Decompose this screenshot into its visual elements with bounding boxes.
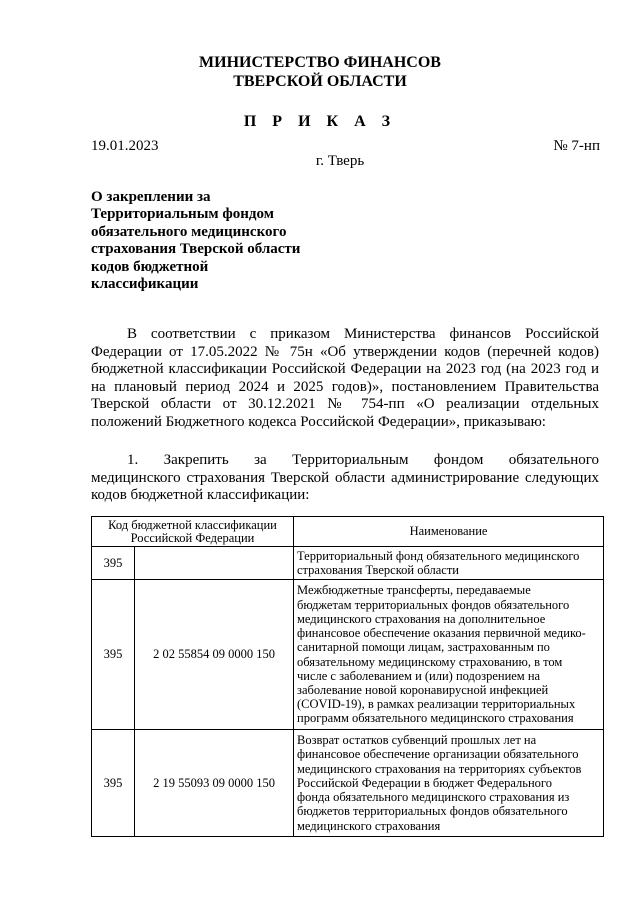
subject-line: классификации [91,276,199,293]
table-row [92,547,604,580]
name-line: фонда обязательного медицинского страхования из [297,790,570,805]
name-line: бюджетов территориальных фондов обязательного [297,804,568,819]
name-line: медицинского страхования на дополнительное [297,611,546,626]
subject-line: обязательного медицинского [91,223,287,240]
name-line: бюджетам территориальных фондов обязательного [297,597,570,612]
name-line: страхования Тверской области [297,563,459,577]
paragraph-line: на плановый период 2024 и 2025 годов)», постановлением Правительства [91,378,599,395]
document-number: № 7-нп [553,138,600,154]
document-city: г. Тверь [315,153,365,169]
paragraph-preamble [91,326,599,432]
kbk-table [91,516,604,837]
name-line: санитарной помощи лицам, застрахованным по [297,640,550,655]
subject-line: О закреплении за [91,189,211,205]
name-line: медицинского страхования на территориях субъектов [297,761,582,776]
document-type: П Р И К А З [243,113,397,130]
name-line: обязательному медицинскому страхованию, в том [297,654,563,669]
paragraph-line: бюджетной классификации Российской Федерации на 2023 год (на 2023 год и [91,361,599,378]
kbk-code-cell [135,547,294,580]
table-row [92,580,604,730]
name-line: финансовое обеспечение оказания первичной медико- [297,626,586,641]
admin-code-cell: 395 [92,580,135,730]
name-line: Возврат остатков субвенций прошлых лет на [297,733,537,748]
paragraph-item-1 [91,452,599,505]
name-line: медицинского страхования [297,818,441,833]
ministry-header [0,53,640,91]
name-line: Российской Федерации в бюджет Федерального [297,775,552,790]
subject-line: страхования Тверской области [91,241,301,258]
header-kbk-line-2: Российской Федерации [130,530,255,545]
name-line: (COVID-19), в рамках реализации территориальных [297,697,576,712]
table-row [92,730,604,837]
name-line: числе с заболеванием и (или) подозрением на [297,668,541,683]
name-line: Межбюджетные трансферты, передаваемые [297,583,531,598]
name-cell [294,730,604,837]
name-cell [294,547,604,580]
name-cell [294,580,604,730]
header-kbk-line-1: Код бюджетной классификации [108,517,277,532]
paragraph-line: Федерации от 17.05.2022 № 75н «Об утверждении кодов (перечней кодов) [91,343,599,360]
paragraph-line: медицинского страхования Тверской области администрирование следующих [91,469,599,486]
header-name-cell: Наименование [294,517,604,547]
subject-line: Территориальным фондом [91,206,274,223]
admin-code-cell: 395 [92,730,135,837]
document-date: 19.01.2023 [91,138,159,154]
paragraph-line: положений Бюджетного кодекса Российской Федерации», приказываю: [91,413,546,430]
paragraph-line: кодов бюджетной классификации: [91,487,310,504]
kbk-code-cell: 2 19 55093 09 0000 150 [135,730,294,837]
paragraph-line: 1. Закрепить за Территориальным фондом обязательного [127,452,599,468]
paragraph-line: В соответствии с приказом Министерства финансов Российской [127,326,599,342]
paragraph-line: Тверской области от 30.12.2021 № 754-пп «О реализации отдельных [91,396,599,413]
name-line: программ обязательного медицинского страхования [297,711,574,726]
table-header-row [92,517,604,547]
subject-block [91,189,331,293]
name-line: Территориальный фонд обязательного медицинского [297,548,580,563]
subject-line: кодов бюджетной [91,258,209,275]
name-line: финансовое обеспечение организации обязательного [297,747,579,762]
ministry-line-2: ТВЕРСКОЙ ОБЛАСТИ [233,73,407,90]
name-line: заболевание новой коронавирусной инфекцией [297,682,549,697]
header-kbk-cell [92,517,294,547]
admin-code-cell: 395 [92,547,135,580]
kbk-code-cell: 2 02 55854 09 0000 150 [135,580,294,730]
ministry-line-1: МИНИСТЕРСТВО ФИНАНСОВ [199,54,441,71]
